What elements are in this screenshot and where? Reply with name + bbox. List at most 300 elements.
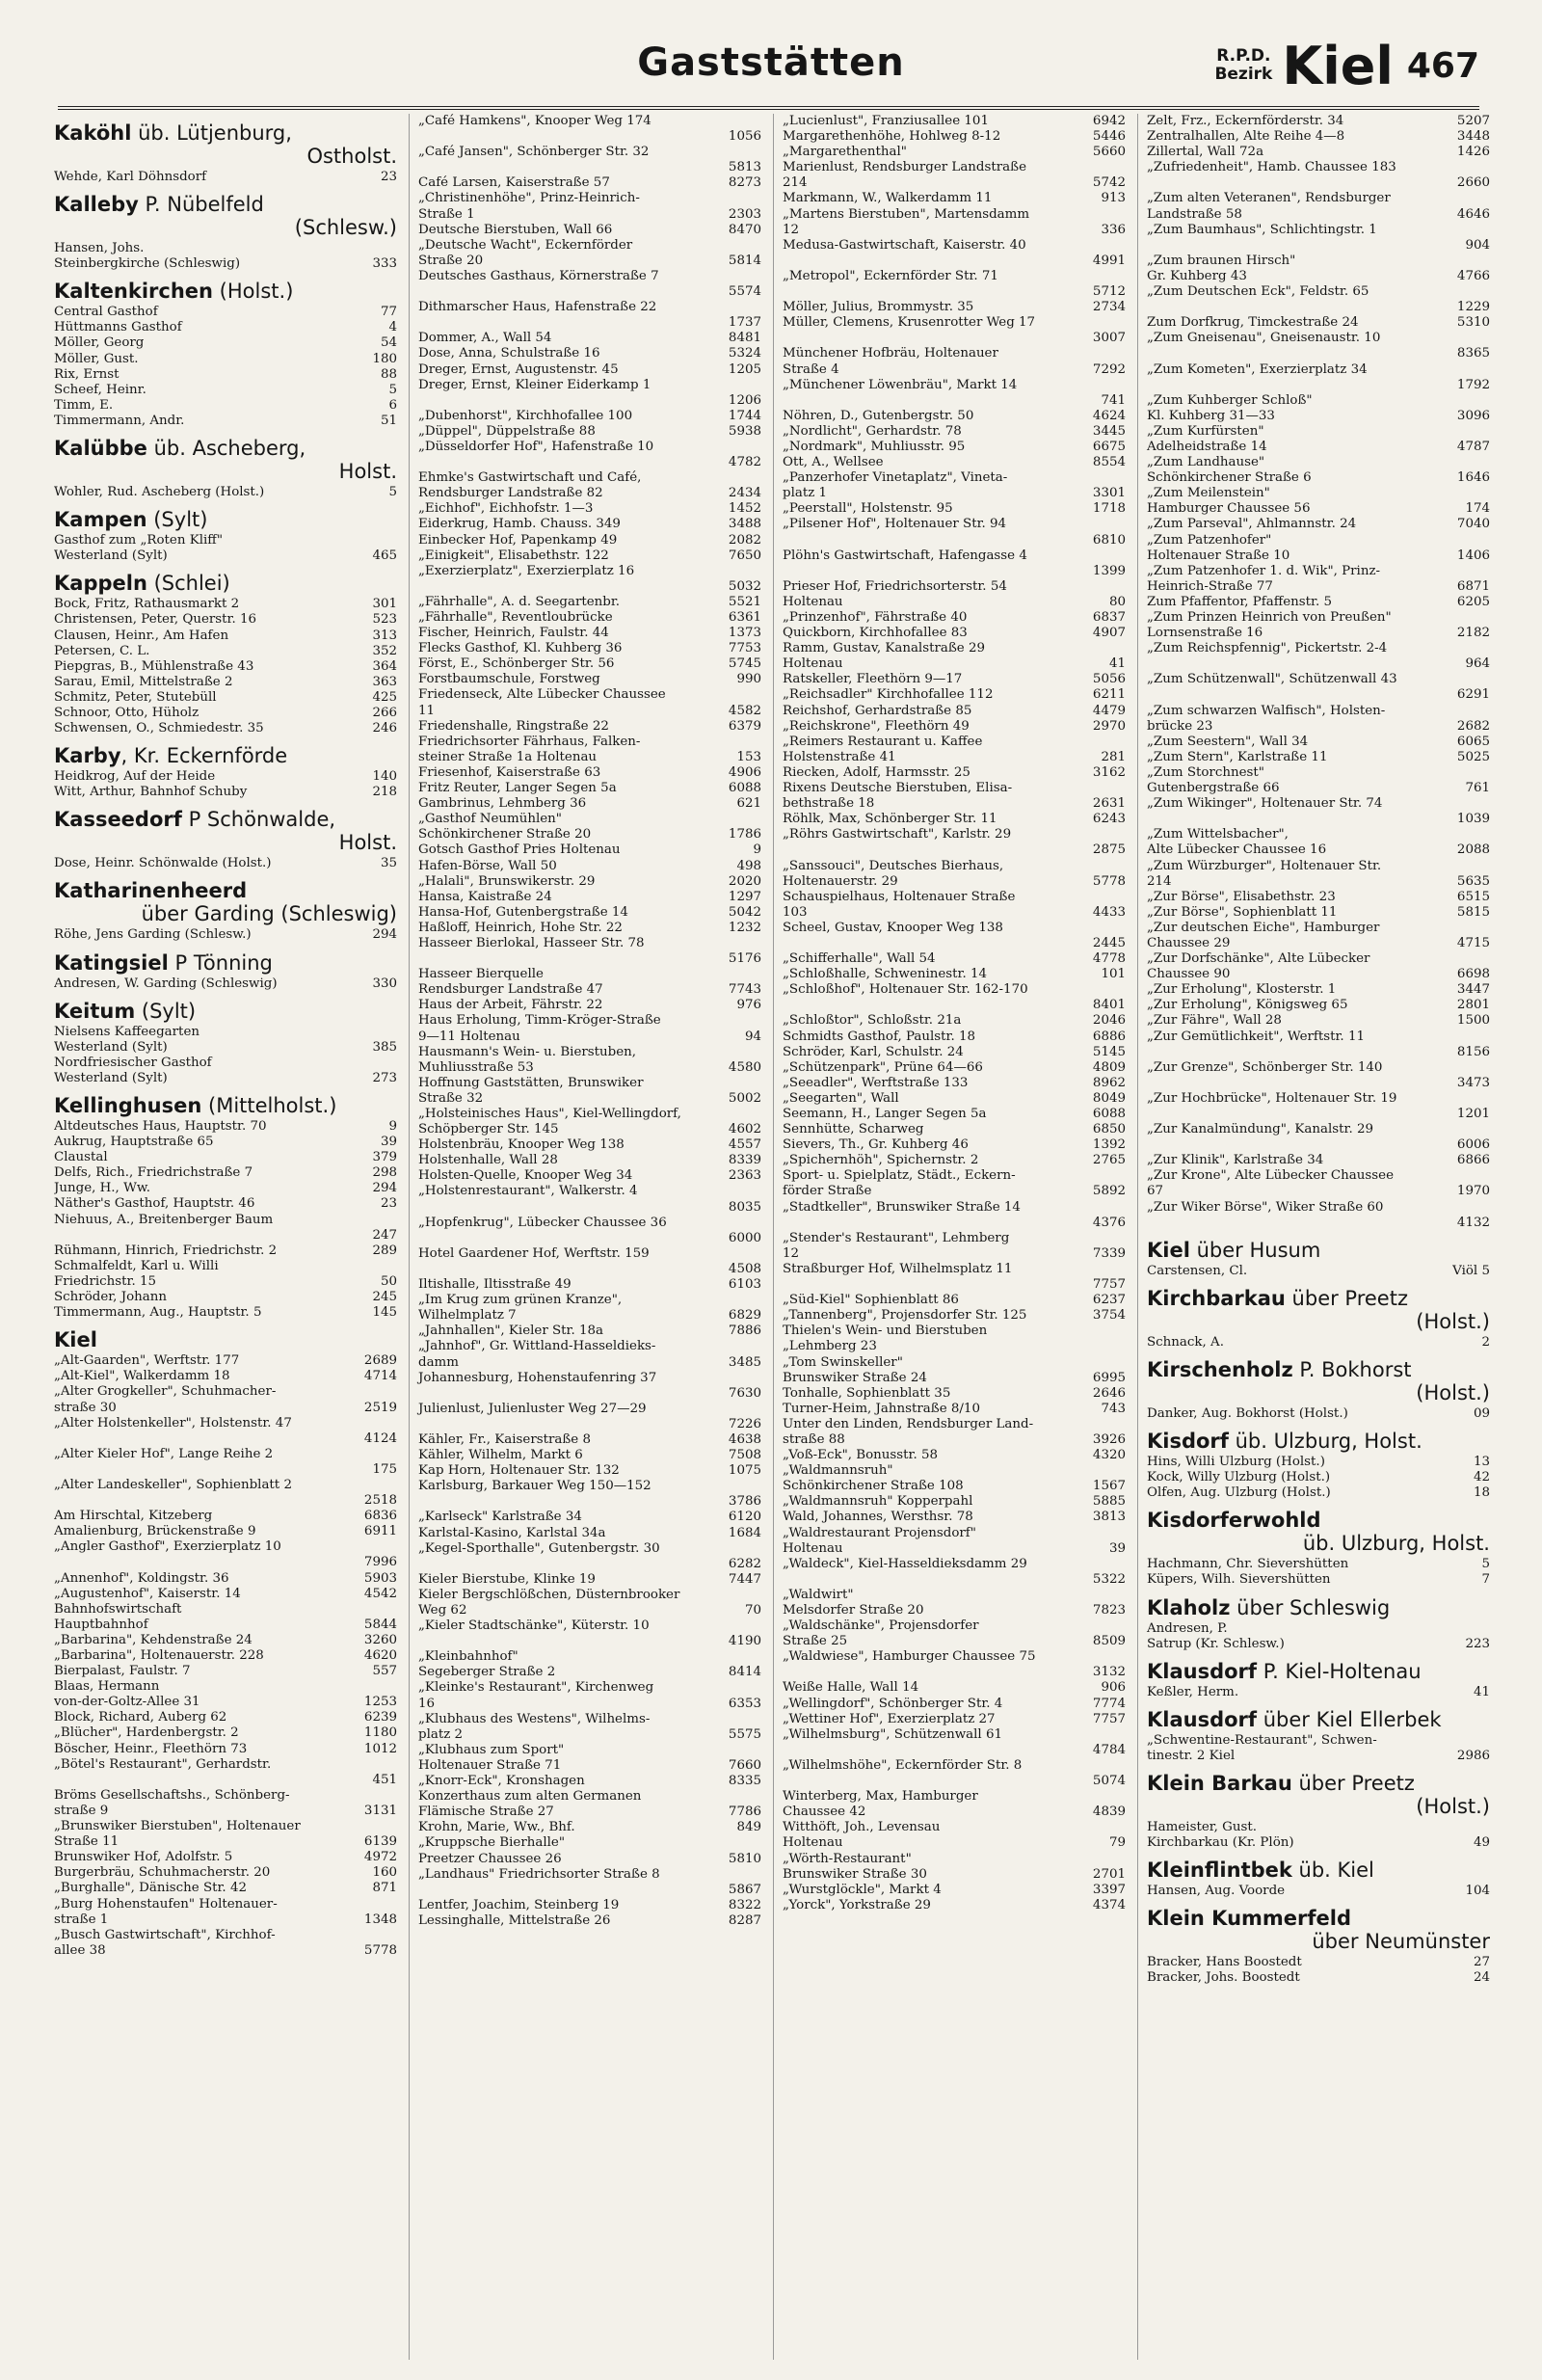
directory-entry	[54, 1725, 397, 1741]
directory-entry	[418, 951, 761, 967]
entry-name: Deutsche Bierstuben, Wall 66	[418, 222, 613, 237]
directory-entry	[54, 675, 397, 690]
place-heading	[54, 808, 397, 854]
phone-number: 3786	[728, 1494, 761, 1510]
directory-entry	[54, 1462, 397, 1478]
entry-name: Lessinghalle, Mittelstraße 26	[418, 1912, 611, 1928]
phone-number: 330	[372, 976, 397, 991]
directory-entry	[783, 1200, 1126, 1216]
directory-entry	[418, 1122, 761, 1137]
directory-entry	[418, 626, 761, 641]
directory-entry	[783, 1339, 1126, 1354]
entry-name: Steinbergkirche (Schleswig)	[54, 256, 241, 272]
page-header	[58, 27, 1479, 110]
place-qualifier: üb. Ascheberg,	[146, 437, 306, 461]
directory-entry	[783, 254, 1126, 269]
place-name: Klausdorf	[1147, 1707, 1258, 1731]
phone-number: 77	[380, 305, 397, 320]
entry-name: Witthöft, Joh., Levensau	[783, 1820, 941, 1835]
entry-name: Landstraße 58	[1147, 206, 1242, 222]
entry-name: Holstenhalle, Wall 28	[418, 1153, 558, 1168]
entry-name: „Wilhelmshöhe", Eckernförder Str. 8	[783, 1757, 1023, 1773]
place-name: Kaltenkirchen	[54, 280, 213, 304]
directory-entry	[783, 1588, 1126, 1603]
place-heading	[54, 744, 397, 767]
entry-name: „Zum Storchnest"	[1147, 764, 1264, 780]
entry-name: Straße 11	[54, 1834, 120, 1850]
phone-number: 6211	[1092, 687, 1126, 703]
place-qualifier: über Husum	[1189, 1238, 1321, 1262]
entry-name: Rendsburger Landstraße 47	[418, 982, 603, 998]
directory-entry	[1147, 998, 1490, 1013]
entry-name: Witt, Arthur, Bahnhof Schuby	[54, 785, 248, 800]
phone-number: 1737	[728, 315, 761, 331]
directory-entry	[783, 1603, 1126, 1618]
phone-number: 1205	[728, 361, 761, 377]
phone-number: 4906	[728, 764, 761, 780]
entry-name: „Einigkeit", Elisabethstr. 122	[418, 548, 609, 563]
directory-entry	[54, 1539, 397, 1555]
directory-entry	[1147, 641, 1490, 656]
phone-number: 79	[1108, 1835, 1126, 1851]
phone-number: 3260	[363, 1632, 397, 1647]
phone-number: 6237	[1092, 1293, 1126, 1308]
directory-entry	[1147, 1137, 1490, 1153]
phone-number: 4624	[1092, 408, 1126, 423]
directory-entry	[783, 1557, 1126, 1572]
phone-number: 8273	[728, 175, 761, 191]
entry-name: brücke 23	[1147, 718, 1213, 734]
entry-name: bethstraße 18	[783, 796, 875, 812]
entry-name: Zillertal, Wall 72a	[1147, 145, 1264, 160]
phone-number: 88	[380, 366, 397, 382]
directory-entry	[1147, 238, 1490, 254]
directory-entry	[783, 331, 1126, 346]
phone-number: 245	[372, 1290, 397, 1305]
entry-name: Turner-Heim, Jahnstraße 8/10	[783, 1401, 980, 1416]
directory-entry	[418, 595, 761, 610]
entry-name: Heinrich-Straße 77	[1147, 578, 1273, 594]
place-qualifier: P. Nübelfeld	[138, 193, 264, 217]
directory-entry	[418, 704, 761, 719]
directory-entry	[418, 1417, 761, 1432]
entry-name: förder Straße	[783, 1184, 872, 1199]
entry-name: Westerland (Sylt)	[54, 1039, 168, 1055]
directory-entry	[1147, 269, 1490, 284]
entry-name: „Lucienlust", Franziusallee 101	[783, 114, 989, 128]
directory-entry	[418, 1432, 761, 1448]
entry-name: „Zum alten Veteranen", Rendsburger	[1147, 191, 1391, 206]
phone-number: 3397	[1092, 1882, 1126, 1897]
phone-number: 4582	[728, 703, 761, 718]
entry-name: Preetzer Chaussee 26	[418, 1851, 562, 1866]
directory-entry	[54, 1695, 397, 1710]
directory-entry	[1147, 827, 1490, 842]
place-qualifier: P Tönning	[168, 950, 273, 975]
directory-entry	[418, 1216, 761, 1231]
phone-number: 1426	[1456, 145, 1490, 160]
phone-number: 5207	[1456, 114, 1490, 128]
directory-entry	[1147, 921, 1490, 936]
directory-entry	[418, 936, 761, 951]
entry-name: Schauspielhaus, Holtenauer Straße	[783, 889, 1016, 904]
phone-number: 23	[380, 170, 397, 184]
directory-entry	[1147, 114, 1490, 129]
directory-entry	[1147, 982, 1490, 998]
phone-number: 6139	[363, 1834, 397, 1850]
place-name: Klein Barkau	[1147, 1771, 1292, 1795]
entry-name: „Schwentine-Restaurant", Schwen-	[1147, 1732, 1377, 1748]
entry-name: „Wellingdorf", Schönberger Str. 4	[783, 1696, 1003, 1711]
place-region: (Holst.)	[1416, 1380, 1490, 1404]
phone-number: 7660	[728, 1757, 761, 1773]
phone-number: 298	[372, 1165, 397, 1181]
directory-entry	[783, 1137, 1126, 1153]
directory-entry	[783, 905, 1126, 921]
phone-number: 2701	[1092, 1866, 1126, 1882]
entry-name: Hüttmanns Gasthof	[54, 320, 182, 335]
directory-entry	[418, 765, 761, 781]
entry-name: „Schloßtor", Schloßstr. 21a	[783, 1013, 962, 1029]
entry-name: Hachmann, Chr. Sievershütten	[1147, 1557, 1349, 1572]
entry-name: Prieser Hof, Friedrichsorterstr. 54	[783, 578, 1007, 594]
entry-name: „Röhrs Gastwirtschaft", Karlstr. 29	[783, 827, 1012, 842]
entry-name: „Annenhof", Koldingstr. 36	[54, 1570, 229, 1586]
directory-entry	[418, 1494, 761, 1510]
entry-name: Haus Erholung, Timm-Kröger-Straße	[418, 1013, 661, 1029]
directory-entry	[54, 1943, 397, 1959]
entry-name: „Zur Börse", Elisabethstr. 23	[1147, 889, 1336, 904]
directory-entry	[54, 170, 397, 185]
place-qualifier: über Kiel Ellerbek	[1257, 1707, 1442, 1731]
entry-name: Hasseer Bierlokal, Hasseer Str. 78	[418, 935, 645, 950]
phone-number: 6836	[363, 1509, 397, 1524]
entry-name: „Zum Prinzen Heinrich von Preußen"	[1147, 610, 1392, 625]
entry-name: „Klubhaus des Westens", Wilhelms-	[418, 1711, 651, 1726]
directory-entry	[54, 352, 397, 367]
entry-name: Holtenauerstr. 29	[783, 873, 898, 889]
place-name: Kalübbe	[54, 437, 147, 461]
phone-number: 5742	[1092, 175, 1126, 191]
entry-name: Block, Richard, Auberg 62	[54, 1710, 227, 1725]
phone-number: 8414	[728, 1665, 761, 1680]
entry-name: Niehuus, A., Breitenberger Baum	[54, 1212, 274, 1227]
entry-name: Lornsenstraße 16	[1147, 626, 1263, 641]
directory-entry	[418, 687, 761, 703]
phone-number: 7	[1481, 1572, 1490, 1588]
directory-entry	[783, 1386, 1126, 1402]
entry-name: 12	[783, 1245, 800, 1261]
directory-entry	[783, 579, 1126, 595]
phone-number: 5938	[728, 423, 761, 439]
place-name: Kiel	[54, 1328, 97, 1352]
phone-number: 145	[372, 1305, 397, 1321]
phone-number: 3445	[1092, 423, 1126, 439]
directory-entry	[54, 721, 397, 736]
directory-entry	[1147, 812, 1490, 827]
entry-name: „Zur Klinik", Karlstraße 34	[1147, 1153, 1324, 1168]
phone-number: 1075	[728, 1463, 761, 1479]
entry-name: Gr. Kuhberg 43	[1147, 268, 1247, 283]
phone-number: 2020	[728, 873, 761, 889]
phone-number: 1253	[363, 1695, 397, 1710]
entry-name: Fischer, Heinrich, Faulstr. 44	[418, 626, 609, 641]
directory-entry	[783, 300, 1126, 315]
entry-name: „Zum Baumhaus", Schlichtingstr. 1	[1147, 222, 1377, 237]
entry-name: Bierpalast, Faulstr. 7	[54, 1664, 191, 1679]
entry-name: Ott, A., Wellsee	[783, 455, 884, 470]
entry-name: Holtenau	[783, 1835, 843, 1851]
directory-entry	[54, 1897, 397, 1912]
entry-name: Brunswiker Straße 24	[783, 1370, 927, 1385]
entry-name: Keßler, Herm.	[1147, 1684, 1239, 1699]
directory-entry	[418, 501, 761, 517]
directory-entry	[783, 533, 1126, 548]
directory-entry	[783, 346, 1126, 361]
phone-number: 4376	[1092, 1215, 1126, 1230]
directory-entry	[418, 750, 761, 765]
directory-entry	[783, 160, 1126, 175]
directory-entry	[54, 1710, 397, 1725]
phone-number: 2801	[1456, 998, 1490, 1013]
directory-entry	[783, 1402, 1126, 1417]
directory-entry	[783, 517, 1126, 532]
entry-name: Aukrug, Hauptstraße 65	[54, 1135, 214, 1150]
directory-entry	[418, 1634, 761, 1649]
phone-number: 104	[1465, 1884, 1490, 1899]
place-region: über Garding (Schleswig)	[141, 902, 397, 926]
phone-number: 5025	[1456, 749, 1490, 764]
directory-entry	[54, 1071, 397, 1086]
directory-entry	[783, 1867, 1126, 1883]
directory-entry	[54, 1228, 397, 1243]
phone-number: 2734	[1092, 300, 1126, 315]
entry-name: Münchener Hofbräu, Holtenauer	[783, 346, 998, 361]
column-3	[773, 114, 1126, 2360]
phone-number: 160	[372, 1865, 397, 1881]
directory-entry	[783, 1758, 1126, 1774]
entry-name: Möller, Gust.	[54, 351, 139, 366]
phone-number: 1012	[363, 1741, 397, 1756]
directory-entry	[54, 612, 397, 628]
phone-number: 5310	[1456, 315, 1490, 331]
phone-number: 2082	[728, 532, 761, 548]
entry-name: „Zum Stern", Karlstraße 11	[1147, 749, 1328, 764]
entry-name: „Landhaus" Friedrichsorter Straße 8	[418, 1866, 660, 1882]
entry-name: Satrup (Kr. Schlesw.)	[1147, 1636, 1285, 1651]
place-region: Ostholst.	[306, 145, 397, 168]
entry-name: „Dubenhorst", Kirchhofallee 100	[418, 408, 633, 423]
phone-number: 4782	[728, 455, 761, 470]
phone-number: 5660	[1092, 145, 1126, 160]
directory-entry	[783, 750, 1126, 765]
directory-entry	[54, 1478, 397, 1493]
phone-number: 5635	[1456, 873, 1490, 889]
entry-name: Müller, Clemens, Krusenrotter Weg 17	[783, 315, 1036, 331]
entry-name: „Schloßhalle, Schweninestr. 14	[783, 967, 988, 982]
place-name: Kaköhl	[54, 121, 132, 145]
directory-entry	[1147, 1621, 1490, 1637]
phone-number: 2088	[1456, 842, 1490, 858]
entry-name: Schöpberger Str. 145	[418, 1122, 559, 1137]
directory-entry	[54, 1447, 397, 1462]
phone-number: 5056	[1092, 672, 1126, 687]
phone-number: 743	[1101, 1401, 1126, 1416]
directory-entry	[54, 1555, 397, 1570]
directory-entry	[1147, 1264, 1490, 1279]
directory-entry	[418, 300, 761, 315]
phone-number: 379	[372, 1150, 397, 1165]
place-heading	[1147, 1907, 1490, 1953]
directory-entry	[783, 1898, 1126, 1913]
place-heading	[54, 508, 397, 531]
directory-entry	[418, 1774, 761, 1789]
entry-name: straße 9	[54, 1803, 109, 1818]
entry-name: Karlstal-Kasino, Karlstal 34a	[418, 1525, 606, 1540]
directory-entry	[418, 641, 761, 656]
entry-name: „Alter Holstenkeller", Holstenstr. 47	[54, 1415, 292, 1431]
directory-entry	[783, 1510, 1126, 1525]
entry-name: Café Larsen, Kaiserstraße 57	[418, 175, 610, 191]
directory-entry	[418, 1355, 761, 1371]
directory-entry	[1147, 517, 1490, 532]
directory-entry	[54, 1025, 397, 1040]
directory-entry	[1147, 610, 1490, 626]
place-qualifier: über Schleswig	[1230, 1595, 1391, 1619]
entry-name: Reichshof, Gerhardstraße 85	[783, 703, 972, 718]
directory-entry	[783, 1168, 1126, 1184]
entry-name: Melsdorfer Straße 20	[783, 1603, 924, 1618]
column-4	[1137, 114, 1490, 2360]
entry-name: „Alter Grogkeller", Schuhmacher-	[54, 1384, 277, 1400]
phone-number: 301	[372, 597, 397, 612]
entry-name: 67	[1147, 1184, 1164, 1199]
directory-entry	[783, 424, 1126, 440]
entry-name: „Panzerhofer Vinetaplatz", Vineta-	[783, 470, 1008, 486]
phone-number: 7757	[1092, 1711, 1126, 1726]
entry-name: „Margarethenthal"	[783, 145, 907, 160]
phone-number: 7447	[728, 1571, 761, 1587]
directory-entry	[418, 1137, 761, 1153]
phone-number: 1718	[1092, 501, 1126, 517]
phone-number: 761	[1465, 781, 1490, 796]
phone-number: 6515	[1456, 889, 1490, 904]
phone-number: 09	[1473, 1405, 1490, 1421]
entry-name: „Seegarten", Wall	[783, 1090, 899, 1106]
phone-number: 4638	[728, 1431, 761, 1447]
directory-entry	[1147, 501, 1490, 517]
directory-entry	[1147, 1685, 1490, 1700]
entry-name: Haßloff, Heinrich, Hohe Str. 22	[418, 920, 623, 935]
directory-entry	[783, 967, 1126, 982]
entry-name: „Café Hamkens", Knooper Weg 174	[418, 114, 651, 128]
phone-number: 5844	[363, 1617, 397, 1632]
entry-name: Kieler Bergschlößchen, Düsternbrooker	[418, 1587, 680, 1602]
directory-entry	[418, 223, 761, 238]
entry-name: Dithmarscher Haus, Hafenstraße 22	[418, 300, 657, 315]
entry-name: Ratskeller, Fleethörn 9—17	[783, 672, 963, 687]
phone-number: 1039	[1456, 812, 1490, 827]
phone-number: 7339	[1092, 1245, 1126, 1261]
directory-entry	[418, 1805, 761, 1820]
entry-name: Hausmann's Wein- u. Bierstuben,	[418, 1044, 637, 1059]
entry-name: Straße 32	[418, 1090, 484, 1106]
phone-number: 336	[1101, 222, 1126, 237]
entry-name: Schröder, Johann	[54, 1290, 167, 1305]
directory-entry	[418, 781, 761, 796]
entry-name: „Wurstglöckle", Markt 4	[783, 1882, 942, 1897]
place-name: Kiel	[1147, 1238, 1190, 1262]
entry-name: „Im Krug zum grünen Kranze",	[418, 1293, 623, 1308]
entry-name: Eiderkrug, Hamb. Chauss. 349	[418, 517, 621, 532]
directory-entry	[418, 982, 761, 998]
directory-entry	[54, 485, 397, 500]
phone-number: 6353	[728, 1696, 761, 1711]
entry-name: Röhe, Jens Garding (Schlesw.)	[54, 927, 252, 943]
phone-number: 49	[1473, 1835, 1490, 1851]
entry-name: Christensen, Peter, Querstr. 16	[54, 612, 257, 628]
directory-entry	[418, 827, 761, 842]
directory-entry	[54, 1633, 397, 1648]
directory-entry	[418, 129, 761, 145]
entry-name: Gasthof zum „Roten Kliff"	[54, 533, 223, 548]
directory-entry	[54, 644, 397, 659]
phone-number: 6000	[728, 1230, 761, 1245]
directory-entry	[783, 672, 1126, 687]
phone-number: 4508	[728, 1261, 761, 1276]
directory-entry	[54, 1150, 397, 1165]
place-region: Holst.	[338, 460, 397, 484]
place-name: Kirchbarkau	[1147, 1286, 1286, 1310]
place-heading	[1147, 1358, 1490, 1404]
directory-entry	[54, 1416, 397, 1431]
entry-name: „Reichskrone", Fleethörn 49	[783, 718, 970, 734]
directory-entry	[418, 486, 761, 501]
entry-name: Johannesburg, Hohenstaufenring 37	[418, 1370, 657, 1385]
directory-entry	[54, 320, 397, 335]
directory-entry	[783, 1107, 1126, 1122]
phone-number: 4580	[728, 1059, 761, 1075]
phone-number: 2689	[363, 1353, 397, 1369]
directory-entry	[418, 796, 761, 812]
phone-number: 6205	[1456, 594, 1490, 609]
phone-number: 5	[1481, 1557, 1490, 1572]
header-locator	[1214, 31, 1479, 100]
phone-number: 2646	[1092, 1385, 1126, 1401]
entry-name: Muhliusstraße 53	[418, 1059, 534, 1075]
entry-name: Winterberg, Max, Hamburger	[783, 1789, 978, 1805]
entry-name: „Fährhalle", Reventloubrücke	[418, 610, 613, 625]
directory-entry	[783, 998, 1126, 1013]
phone-number: 7823	[1092, 1603, 1126, 1618]
phone-number: 1206	[728, 392, 761, 408]
entry-name: Friedenshalle, Ringstraße 22	[418, 718, 609, 734]
directory-entry	[54, 659, 397, 675]
phone-number: 266	[372, 705, 397, 720]
directory-entry	[783, 626, 1126, 641]
entry-name: Markmann, W., Walkerdamm 11	[783, 191, 993, 206]
entry-name: „Barbarina", Holtenauerstr. 228	[54, 1648, 264, 1663]
directory-entry	[1147, 1168, 1490, 1184]
entry-name: Bracker, Johs. Boostedt	[1147, 1970, 1300, 1986]
directory-entry	[1147, 129, 1490, 145]
directory-entry	[1147, 967, 1490, 982]
place-qualifier: (Mittelholst.)	[201, 1094, 337, 1117]
city-name: Kiel	[1282, 35, 1394, 96]
entry-name: „Münchener Löwenbräu", Markt 14	[783, 377, 1018, 392]
entry-name: „Waldmannsruh"	[783, 1463, 893, 1479]
entry-name: Alte Lübecker Chaussee 16	[1147, 842, 1327, 858]
